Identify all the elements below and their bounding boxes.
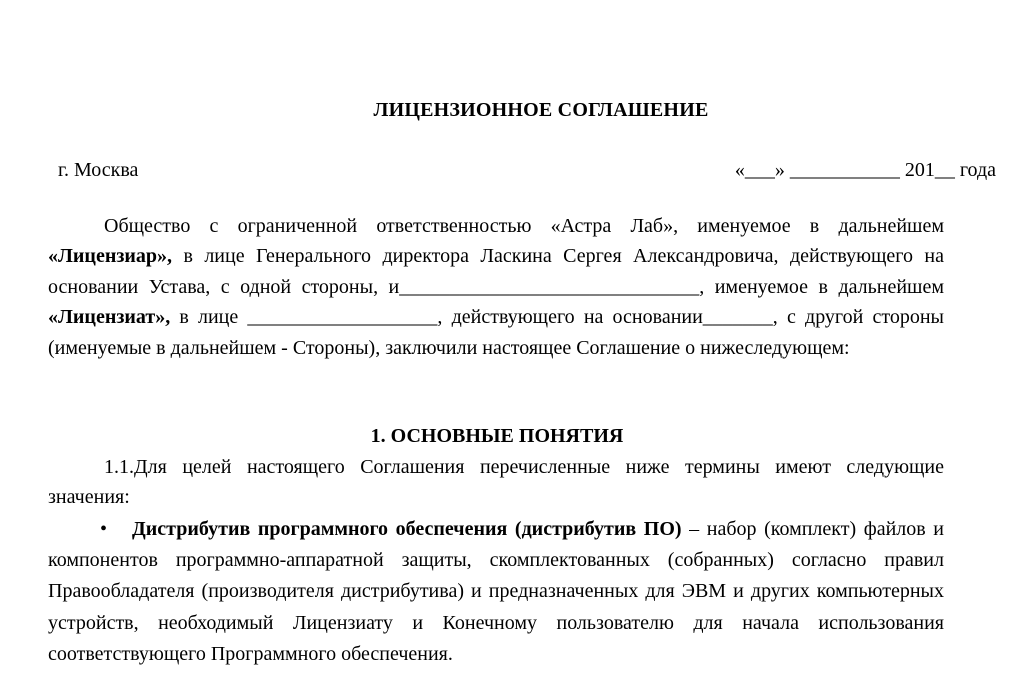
definition-text: – набор (комплект) файлов и компонентов программно-аппаратной защиты, скомплектованных (собранных) согласно правил Правообладателя (производителя дистрибутива) и предназначенных для ЭВМ и других компьютерных устройств, необходимый Лицензиату и Конечному пользователю для начала использования соответствующего Программного обеспечения. [48, 518, 944, 665]
place-date-line [58, 156, 996, 184]
clause-1-1-text: 1.1.Для целей настоящего Соглашения перечисленные ниже термины имеют следующие значения: [48, 456, 944, 509]
definition-term: Дистрибутив программного обеспечения (дистрибутив ПО) [132, 518, 682, 540]
intro-text-part2: в лице Генерального директора Ласкина Сергея Александровича, действующего на основании Устава, с одной стороны, и______________________________, именуемое в дальнейшем [48, 245, 944, 298]
bullet-icon: • [100, 518, 108, 540]
clause-1-1 [48, 452, 944, 513]
licensor-term: «Лицензиар», [48, 245, 173, 268]
date-placeholder: «___» ___________ 201__ года [734, 159, 996, 181]
intro-paragraph [48, 211, 944, 363]
licensee-term: «Лицензиат», [48, 306, 171, 329]
document-title: ЛИЦЕНЗИОННОЕ СОГЛАШЕНИЕ [373, 99, 709, 121]
intro-text-part1: Общество с ограниченной ответственностью «Астра Лаб», именуемое в дальнейшем [104, 215, 944, 237]
section-heading: 1. ОСНОВНЫЕ ПОНЯТИЯ [370, 425, 624, 447]
city-label: г. Москва [58, 159, 139, 181]
intro-text-part3: в лице ___________________, действующего на основании_______, с другой стороны (именуемые в дальнейшем - Стороны), заключили настоящее Соглашение о нижеследующем: [48, 306, 944, 359]
definition-list-item [48, 514, 944, 670]
